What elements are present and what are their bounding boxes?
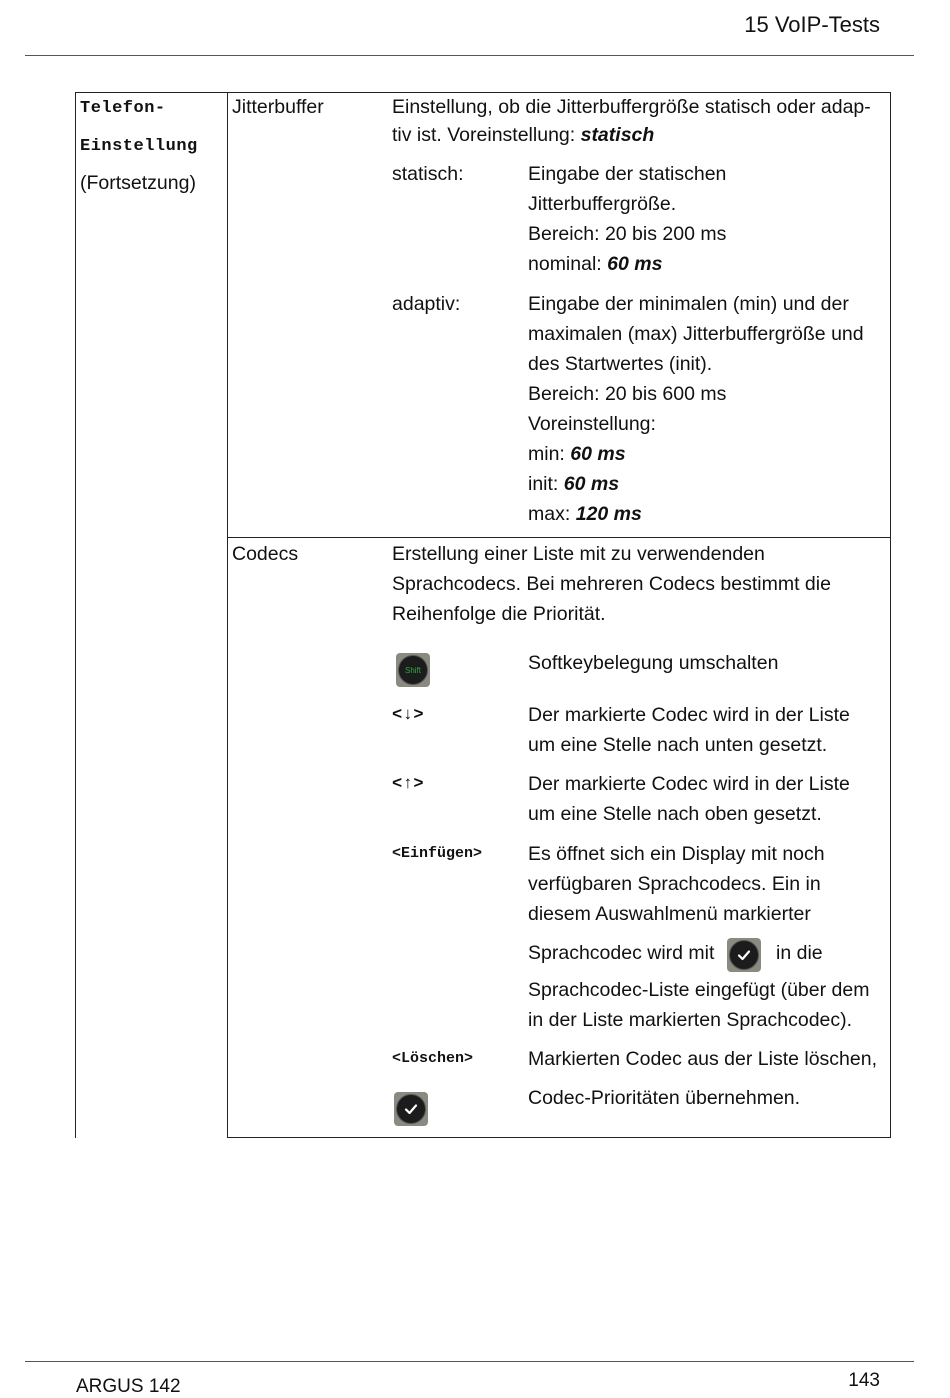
table-column-divider <box>227 92 228 1138</box>
table-right-border <box>890 92 891 1138</box>
up-desc-line2: um eine Stelle nach oben gesetzt. <box>528 803 822 825</box>
adaptive-min: min: 60 ms <box>528 443 626 465</box>
shift-key-desc: Softkeybelegung umschalten <box>528 652 779 674</box>
static-desc-line2: Jitterbuffergröße. <box>528 193 677 215</box>
insert-desc-line4-start: Sprachcodec wird mit <box>528 942 715 964</box>
down-desc-line2: um eine Stelle nach unten gesetzt. <box>528 734 828 756</box>
option-label-static: statisch: <box>392 163 464 185</box>
page-number: 143 <box>848 1370 880 1391</box>
softkey-insert-label: <Einfügen> <box>392 845 483 862</box>
adaptive-desc-line3: des Startwertes (init). <box>528 353 713 375</box>
table-left-border <box>75 92 76 1138</box>
static-range: Bereich: 20 bis 200 ms <box>528 223 727 245</box>
confirm-key-icon <box>394 1092 428 1126</box>
section-continued-note: (Fortsetzung) <box>80 172 196 194</box>
section-title-line2: Einstellung <box>80 137 198 156</box>
softkey-delete-label: <Löschen> <box>392 1050 474 1067</box>
codecs-desc-line3: Reihenfolge die Priorität. <box>392 603 606 625</box>
softkey-down-label: <↓> <box>392 706 425 725</box>
insert-desc-line5: Sprachcodec-Liste eingefügt (über dem <box>528 979 870 1001</box>
adaptive-range: Bereich: 20 bis 600 ms <box>528 383 727 405</box>
adaptive-init: init: 60 ms <box>528 473 620 495</box>
delete-desc: Markierten Codec aus der Liste löschen, <box>528 1048 878 1070</box>
down-desc-line1: Der markierte Codec wird in der Liste <box>528 704 850 726</box>
jitter-desc-line2: tiv ist. Voreinstellung: statisch <box>392 124 655 146</box>
insert-desc-line3: diesem Auswahlmenü markierter <box>528 903 811 925</box>
up-desc-line1: Der markierte Codec wird in der Liste <box>528 773 850 795</box>
adaptive-desc-line1: Eingabe der minimalen (min) und der <box>528 293 849 315</box>
softkey-up-label: <↑> <box>392 775 425 794</box>
codecs-desc-line2: Sprachcodecs. Bei mehreren Codecs bestimmt die <box>392 573 831 595</box>
adaptive-default-heading: Voreinstellung: <box>528 413 656 435</box>
parameter-name-codecs: Codecs <box>232 543 299 565</box>
codecs-desc-line1: Erstellung einer Liste mit zu verwendenden <box>392 543 765 565</box>
confirm-desc: Codec-Prioritäten übernehmen. <box>528 1087 801 1109</box>
adaptive-max: max: 120 ms <box>528 503 642 525</box>
static-nominal: nominal: 60 ms <box>528 253 663 275</box>
insert-desc-line4-end: in die <box>776 942 823 964</box>
jitter-default-value: statisch <box>580 124 655 146</box>
insert-desc-line6: in der Liste markierten Sprachcodec). <box>528 1009 853 1031</box>
header-rule <box>25 55 914 56</box>
shift-key-icon: Shift <box>396 653 430 687</box>
jitter-desc-line1: Einstellung, ob die Jitterbuffergröße statisch oder adap- <box>392 96 871 118</box>
product-name: ARGUS 142 <box>76 1376 181 1397</box>
option-label-adaptive: adaptiv: <box>392 293 461 315</box>
static-desc-line1: Eingabe der statischen <box>528 163 727 185</box>
table-row-divider <box>227 537 890 538</box>
table-bottom-border <box>227 1137 890 1138</box>
section-title-line1: Telefon- <box>80 99 166 118</box>
confirm-key-icon <box>727 938 761 972</box>
adaptive-desc-line2: maximalen (max) Jitterbuffergröße und <box>528 323 864 345</box>
footer-rule <box>25 1361 914 1362</box>
insert-desc-line1: Es öffnet sich ein Display mit noch <box>528 843 825 865</box>
chapter-title: 15 VoIP-Tests <box>744 12 880 37</box>
parameter-name-jitterbuffer: Jitterbuffer <box>232 96 324 118</box>
insert-desc-line2: verfügbaren Sprachcodecs. Ein in <box>528 873 821 895</box>
